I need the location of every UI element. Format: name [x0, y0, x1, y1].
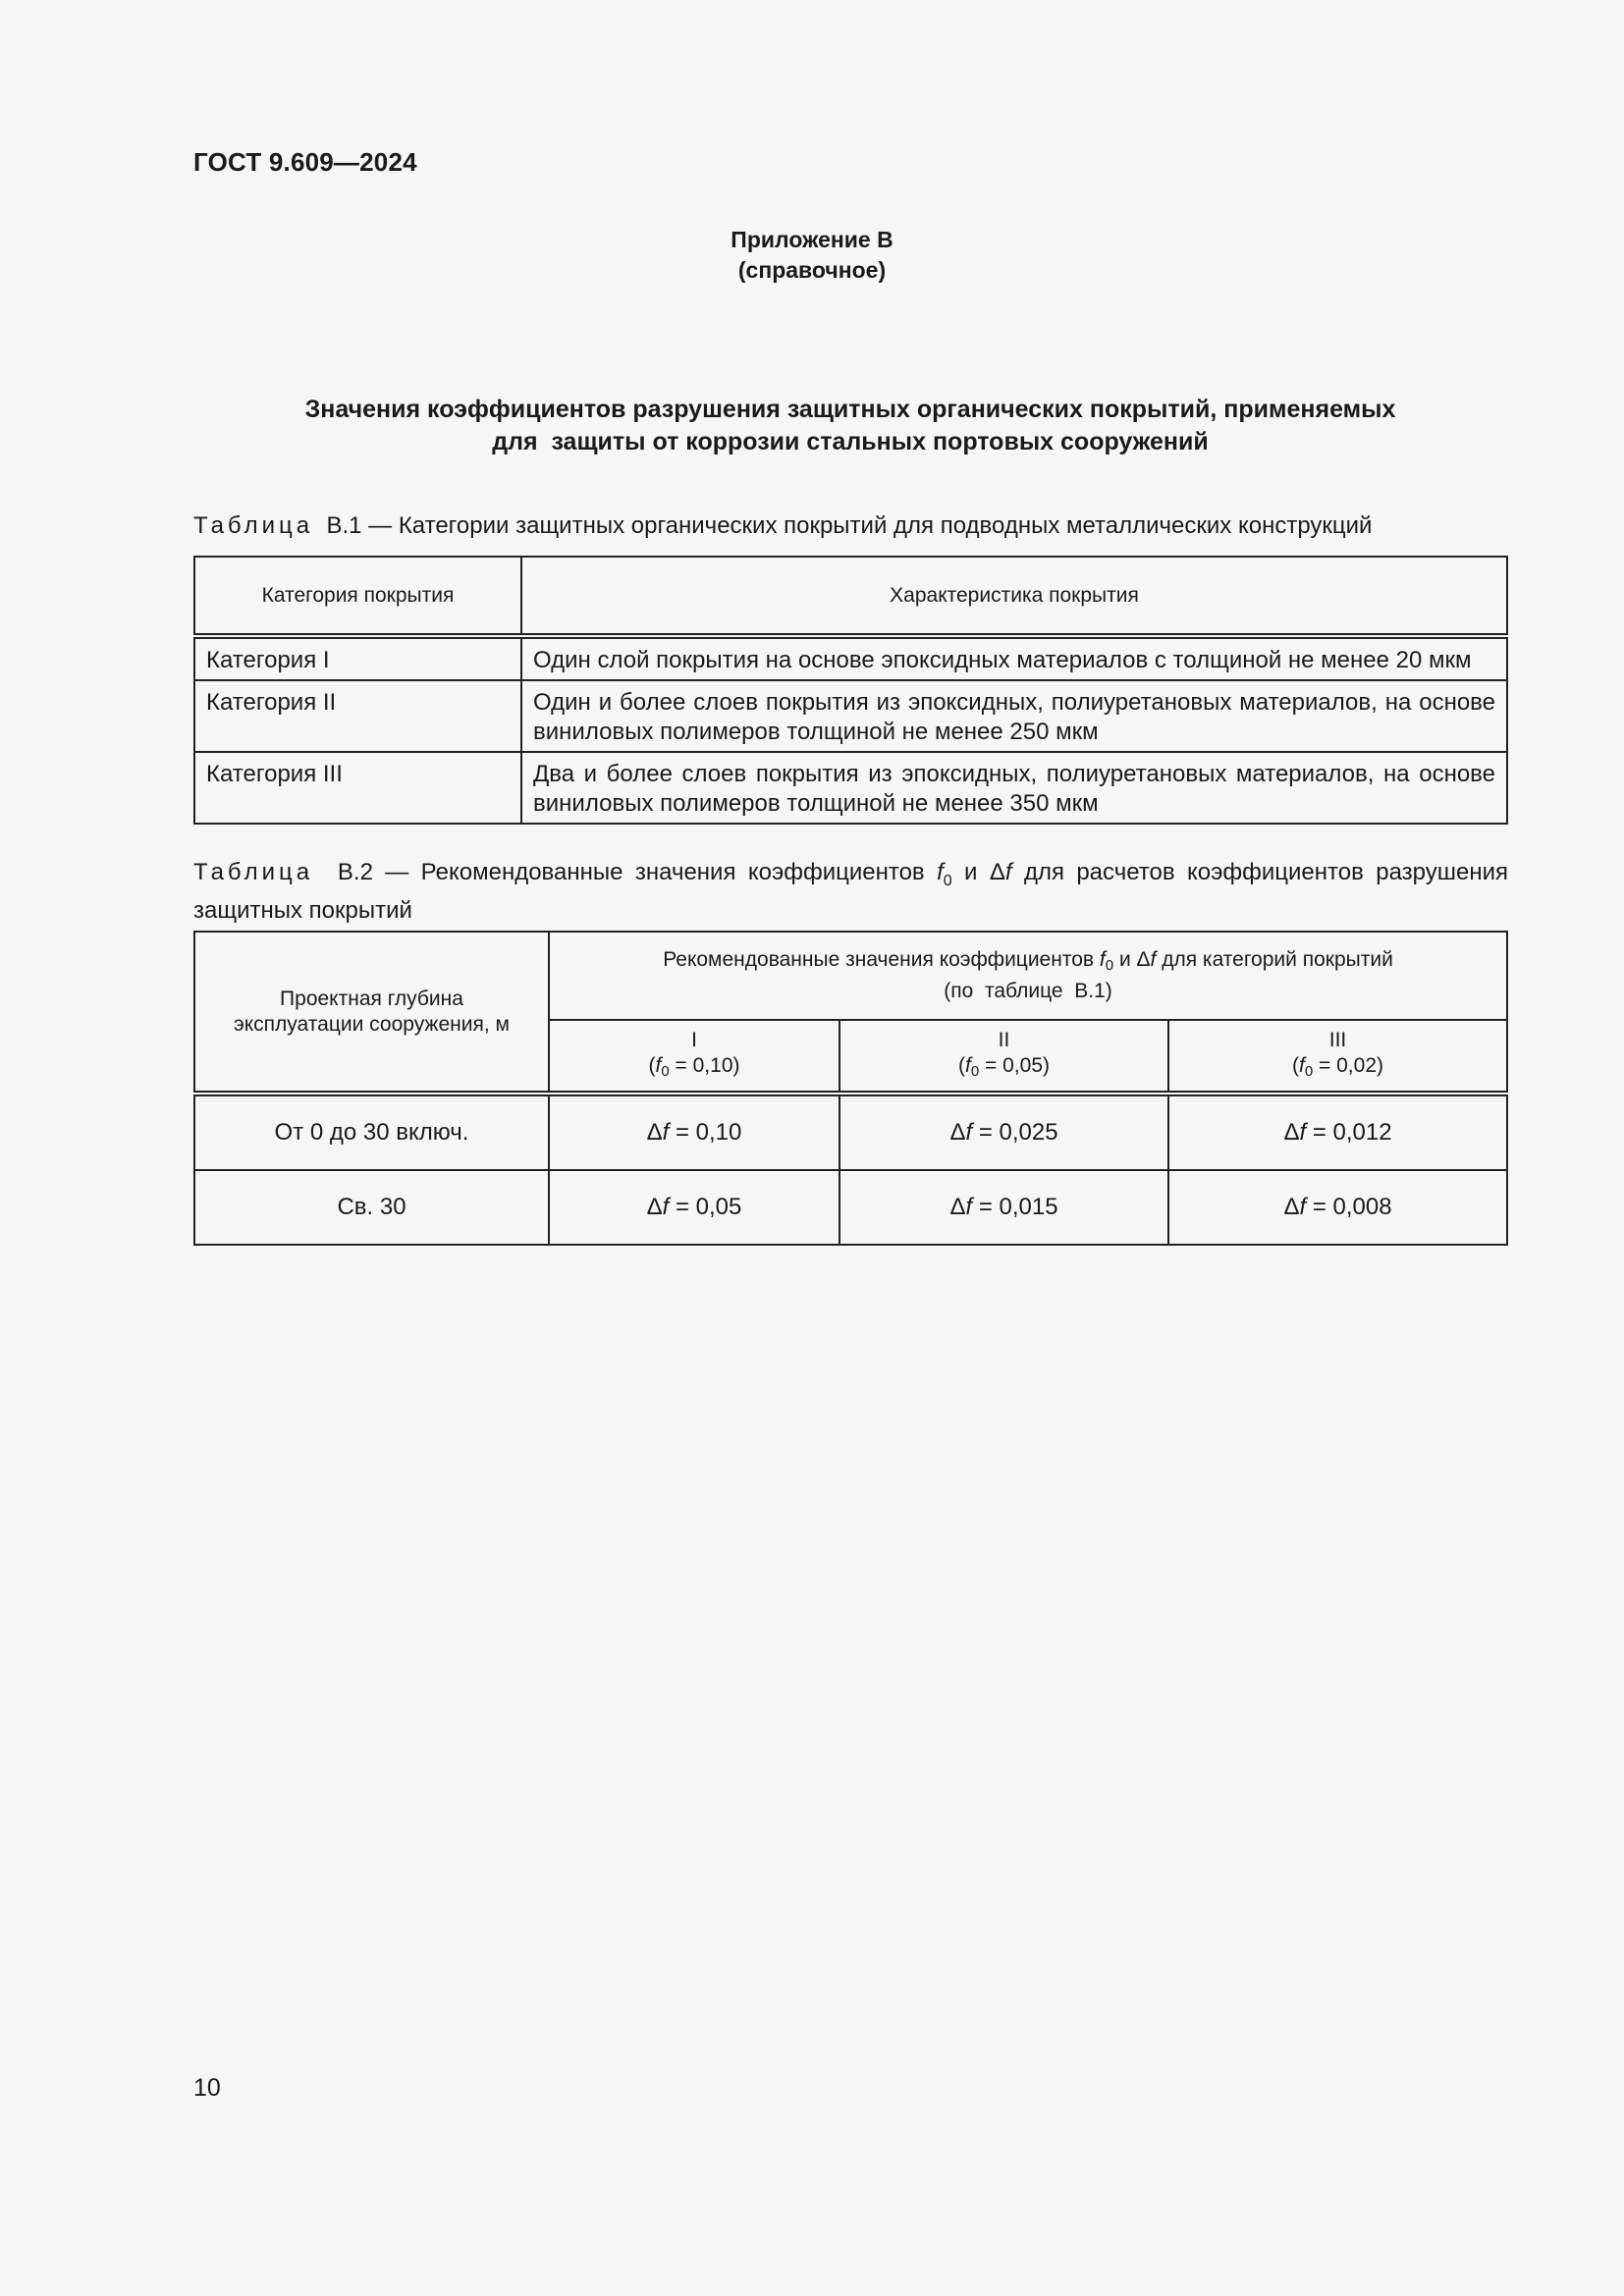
f-symbol: f: [965, 1194, 973, 1220]
f-symbol: f: [655, 1053, 662, 1077]
main-title-line-1: Значения коэффициентов разрушения защитных органических покрытий, применяемых: [304, 396, 1396, 423]
f-symbol: f: [965, 1119, 973, 1146]
table-b2-value-cell: Δf = 0,10: [549, 1094, 839, 1170]
f-symbol: f: [662, 1119, 670, 1146]
f-symbol: f: [1299, 1119, 1307, 1146]
depth-header-line-2: эксплуатации сооружения, м: [234, 1012, 510, 1036]
table-b2-header-row-1: [194, 932, 1507, 1020]
category-f0: $(f_0 = 0,05)$: [958, 1053, 1050, 1080]
page-number: 10: [193, 2074, 221, 2102]
f-symbol: f: [1004, 859, 1012, 885]
table-b2-value-cell: Δf = 0,025: [839, 1094, 1168, 1170]
f-symbol: f: [1299, 1053, 1305, 1077]
category-roman: I: [691, 1028, 697, 1051]
f-symbol: f: [1299, 1194, 1307, 1220]
delta-f-value: = 0,015: [978, 1194, 1058, 1220]
main-title-line-2: для защиты от коррозии стальных портовых сооружений: [492, 428, 1209, 455]
delta-f-value: = 0,008: [1312, 1194, 1392, 1220]
table-b2-header-category-2: [839, 1020, 1168, 1094]
f-symbol: f: [965, 1053, 971, 1077]
table-b1-category-cell: Категория II: [194, 680, 521, 752]
category-roman: III: [1328, 1028, 1347, 1051]
table-b2-caption-text-2: и Δ: [964, 859, 1005, 885]
f-symbol: f: [1099, 948, 1106, 971]
delta-f-value: = 0,012: [1312, 1119, 1392, 1146]
table-b1-category-cell: Категория III: [194, 752, 521, 824]
appendix-main-title: [193, 394, 1507, 458]
table-b2-depth-cell: От 0 до 30 включ.: [194, 1094, 549, 1170]
table-b2-value-cell: Δf = 0,05: [549, 1170, 839, 1245]
table-b2-header-category-1: [549, 1020, 839, 1094]
table-b2-header-category-3: [1168, 1020, 1507, 1094]
table-b1-caption-text: В.1 — Категории защитных органических покрытий для подводных металлических конструкций: [326, 512, 1373, 539]
appendix-heading: [0, 225, 1624, 286]
f-subscript: 0: [970, 1062, 980, 1080]
table-row: [194, 636, 1507, 680]
table-row: [194, 680, 1507, 752]
delta-f-value: = 0,025: [978, 1119, 1058, 1146]
table-b2-caption: [193, 858, 1508, 926]
table-b2-depth-cell: Св. 30: [194, 1170, 549, 1245]
document-code: ГОСТ 9.609—2024: [193, 147, 417, 177]
table-b2-value-cell: Δf = 0,012: [1168, 1094, 1507, 1170]
group-header-line-1: [550, 947, 1506, 979]
f-subscript: 0: [661, 1062, 670, 1080]
category-roman: II: [998, 1028, 1010, 1051]
delta-f-value: = 0,05: [675, 1194, 742, 1220]
table-b1-header-row: [194, 557, 1507, 636]
table-b1: [193, 556, 1508, 825]
table-b2-caption-word: Таблица: [193, 859, 314, 885]
table-b1-caption: [193, 511, 1508, 541]
group-header-line-2: (по таблице В.1): [944, 980, 1112, 1002]
category-f0-value: = 0,10): [675, 1053, 740, 1077]
f-subscript: 0: [1304, 1062, 1314, 1080]
group-header-text-2: и Δ: [1118, 948, 1151, 971]
table-row: [194, 1094, 1507, 1170]
depth-header-line-1: Проектная глубина: [280, 987, 463, 1010]
f-symbol: f: [1150, 948, 1157, 971]
table-b2-value-cell: Δf = 0,015: [839, 1170, 1168, 1245]
table-b2: [193, 931, 1508, 1246]
table-b2-value-cell: Δf = 0,008: [1168, 1170, 1507, 1245]
f-subscript: 0: [943, 872, 952, 889]
category-f0-value: = 0,02): [1319, 1053, 1383, 1077]
table-b1-description-cell: Один и более слоев покрытия из эпоксидных, полиуретановых материалов, на основе виниловых полимеров толщиной не менее 250 мкм: [521, 680, 1507, 752]
delta-f-value: = 0,10: [675, 1119, 742, 1146]
table-b2-caption-text-1: В.2 — Рекомендованные значения коэффициентов: [337, 859, 925, 885]
group-header-text-1: Рекомендованные значения коэффициентов: [663, 948, 1095, 971]
table-b1-header-description: Характеристика покрытия: [521, 557, 1507, 636]
category-f0-value: = 0,05): [985, 1053, 1050, 1077]
category-f0: $(f_0 = 0,02)$: [1292, 1053, 1383, 1080]
table-b1-caption-word: Таблица: [193, 512, 314, 539]
table-b2-header-group: [549, 932, 1507, 1020]
table-b2-header-depth: [194, 932, 549, 1094]
table-b1-description-cell: Один слой покрытия на основе эпоксидных материалов с толщиной не менее 20 мкм: [521, 636, 1507, 680]
table-b2-caption-text-3: для расчетов коэффициентов разрушения защитных покрытий: [193, 859, 1509, 924]
f-symbol: f: [937, 859, 944, 885]
table-b1-header-category: Категория покрытия: [194, 557, 521, 636]
table-b1-category-cell: Категория I: [194, 636, 521, 680]
table-b1-description-cell: Два и более слоев покрытия из эпоксидных, полиуретановых материалов, на основе виниловых полимеров толщиной не менее 350 мкм: [521, 752, 1507, 824]
appendix-title: Приложение В: [731, 227, 893, 252]
f-subscript: 0: [1105, 957, 1114, 974]
f-symbol: f: [662, 1194, 670, 1220]
category-f0: $(f_0 = 0,10)$: [648, 1053, 740, 1080]
appendix-type: (справочное): [737, 257, 887, 283]
table-row: [194, 1170, 1507, 1245]
group-header-text-3: для категорий покрытий: [1162, 948, 1393, 971]
table-row: [194, 752, 1507, 824]
